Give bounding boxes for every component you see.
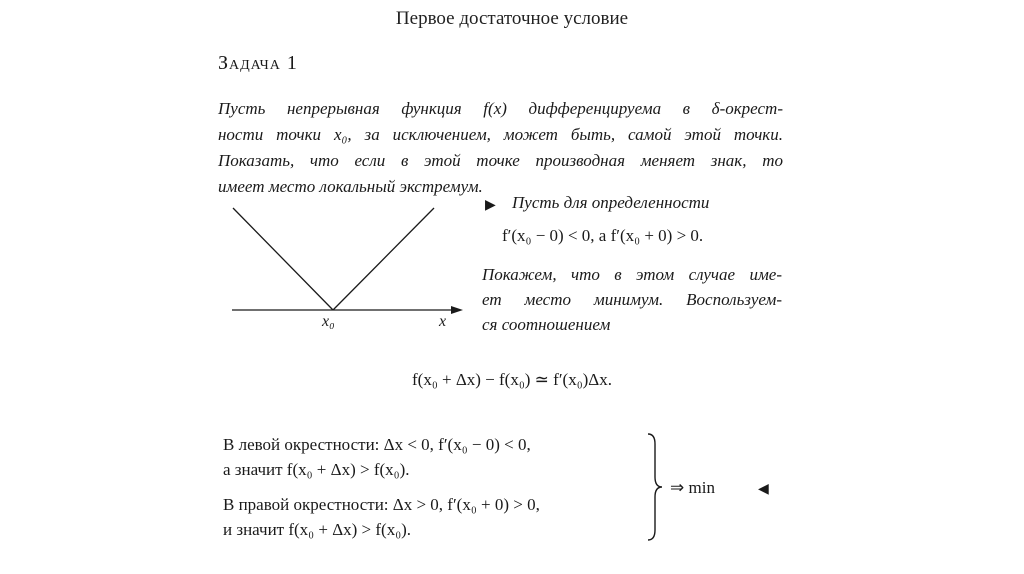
problem-statement [218, 96, 783, 200]
right-brace-icon [646, 432, 666, 542]
show-line: ся соотношением [482, 315, 611, 334]
right-branch [333, 208, 434, 310]
show-line: Покажем, что в этом случае име- [482, 265, 782, 284]
x0-label: x₀ [322, 313, 335, 330]
conclusion-min: ⇒ min [670, 478, 715, 497]
right-triangle-icon: ▶ [485, 197, 496, 213]
problem-line: Пусть непрерывная функция f(x) дифференцируема в δ-окрест- [218, 99, 783, 118]
show-paragraph [482, 262, 782, 337]
main-formula: f(x₀ + Δx) − f(x₀) ≃ f′(x₀)Δx. [412, 370, 612, 389]
show-line: ет место минимум. Воспользуем- [482, 290, 782, 309]
problem-line: ности точки x₀, за исключением, может быть, самой этой точки. [218, 125, 783, 144]
left-condition-line: В левой окрестности: Δx < 0, f′(x₀ − 0) < 0, [223, 435, 531, 454]
problem-line: имеет место локальный экстремум. [218, 177, 483, 196]
assume-formula: f′(x₀ − 0) < 0, а f′(x₀ + 0) > 0. [502, 226, 704, 245]
right-condition-line: и значит f(x₀ + Δx) > f(x₀). [223, 520, 412, 539]
x-axis-arrowhead [451, 306, 463, 314]
task-label: Задача 1 [218, 52, 298, 74]
left-branch [233, 208, 333, 310]
left-triangle-icon: ◀ [758, 481, 769, 497]
x-axis-label: x [439, 313, 447, 330]
left-condition-line: а значит f(x₀ + Δx) > f(x₀). [223, 460, 410, 479]
right-condition [223, 492, 540, 542]
left-condition [223, 432, 531, 482]
right-condition-line: В правой окрестности: Δx > 0, f′(x₀ + 0) > 0, [223, 495, 540, 514]
assume-text: Пусть для определенности [512, 193, 710, 212]
problem-line: Показать, что если в этой точке производная меняет знак, то [218, 151, 783, 170]
slide-title: Первое достаточное условие [395, 8, 629, 29]
